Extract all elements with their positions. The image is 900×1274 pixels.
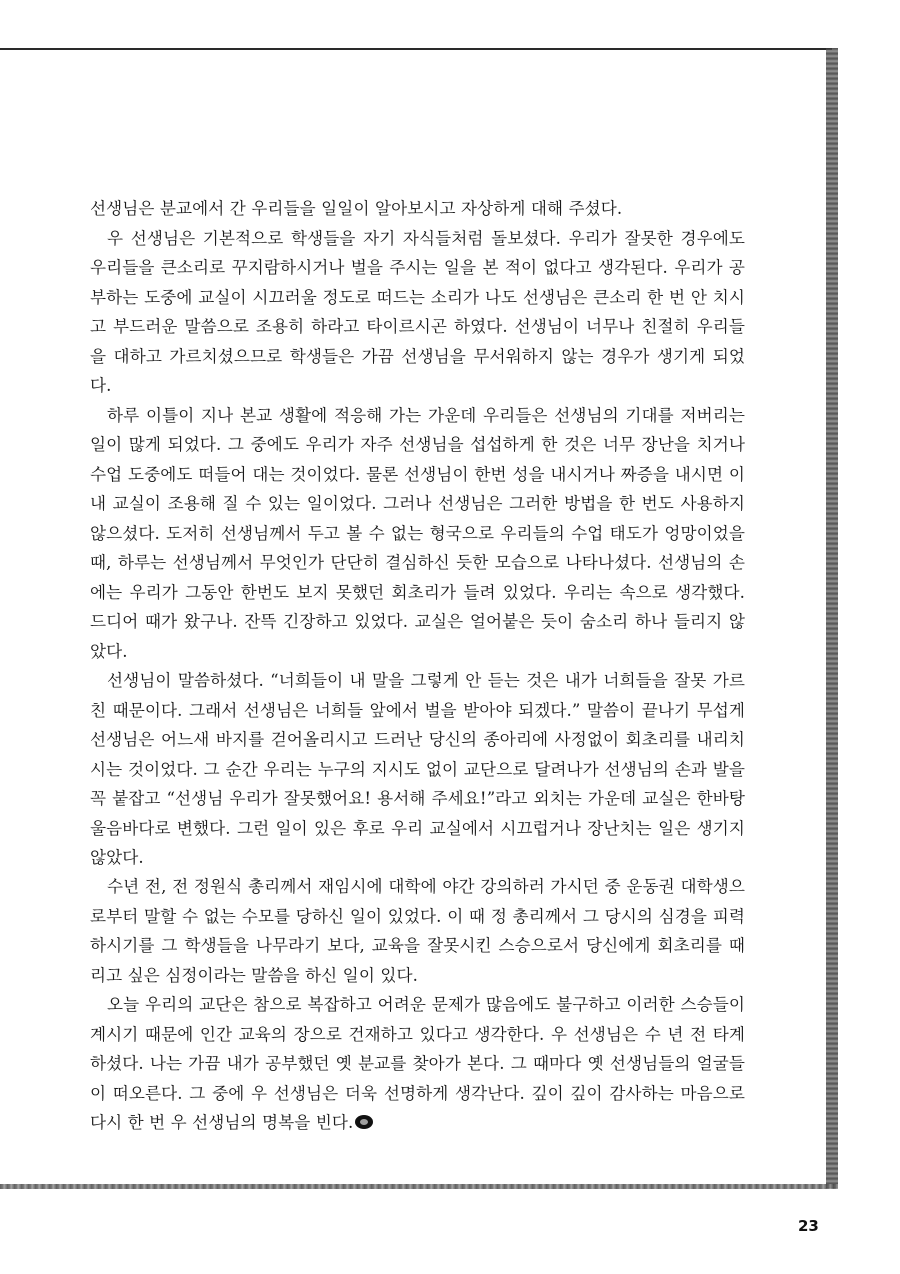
article-section-b <box>90 872 745 1138</box>
article-section-a <box>90 194 745 873</box>
paragraph-2: 우 선생님은 기본적으로 학생들을 자기 자식들처럼 돌보셨다. 우리가 잘못한 경우에도 우리들을 큰소리로 꾸지람하시거나 벌을 주시는 일을 본 적이 없다고 생각된다. 우리가 공부하는 도중에 교실이 시끄러울 정도로 떠드는 소리가 나도 선생님은 큰소리 한 번 안 치시고 부드러운 말씀으로 조용히 하라고 타이르시곤 하였다. 선생님이 너무나 친절히 우리들을 대하고 가르치셨으므로 학생들은 가끔 선생님을 무서워하지 않는 경우가 생기게 되었다. <box>90 228 745 395</box>
end-of-article-icon <box>355 1115 373 1129</box>
page-top-border <box>0 48 832 50</box>
paragraph-3: 하루 이틀이 지나 본교 생활에 적응해 가는 가운데 우리들은 선생님의 기대를 저버리는 일이 많게 되었다. 그 중에도 우리가 자주 선생님을 섭섭하게 한 것은 너무 장난을 치거나 수업 도중에도 떠들어 대는 것이었다. 물론 선생님이 한번 성을 내시거나 짜증을 내시면 이내 교실이 조용해 질 수 있는 일이었다. 그러나 선생님은 그러한 방법을 한 번도 사용하지 않으셨다. 도저히 선생님께서 두고 볼 수 없는 형국으로 우리들의 수업 태도가 엉망이었을 때, 하루는 선생님께서 무엇인가 단단히 결심하신 듯한 모습으로 나타나셨다. 선생님의 손에는 우리가 그동안 한번도 보지 못했던 회초리가 들려 있었다. 우리는 속으로 생각했다. 드디어 때가 왔구나. 잔뜩 긴장하고 있었다. 교실은 얼어붙은 듯이 숨소리 하나 들리지 않았다. <box>90 405 745 661</box>
paragraph-1: 선생님은 분교에서 간 우리들을 일일이 알아보시고 자상하게 대해 주셨다. <box>90 199 623 218</box>
page-bottom-border <box>0 1184 838 1189</box>
page-number: 23 <box>798 1217 819 1235</box>
paragraph-4: 선생님이 말씀하셨다. “너희들이 내 말을 그렇게 안 듣는 것은 내가 너희들을 잘못 가르친 때문이다. 그래서 선생님은 너희들 앞에서 벌을 받아야 되겠다.” 말씀이 끝나기 무섭게 선생님은 어느새 바지를 걷어올리시고 드러난 당신의 종아리에 사정없이 회초리를 내리치시는 것이었다. 그 순간 우리는 누구의 지시도 없이 교단으로 달려나가 선생님의 손과 발을 꼭 붙잡고 “선생님 우리가 잘못했어요! 용서해 주세요!”라고 외치는 가운데 교실은 한바탕 울음바다로 변했다. 그런 일이 있은 후로 우리 교실에서 시끄럽거나 장난치는 일은 생기지 않았다. <box>90 671 745 867</box>
paragraph-6-text: 오늘 우리의 교단은 참으로 복잡하고 어려운 문제가 많음에도 불구하고 이러한 스승들이 계시기 때문에 인간 교육의 장으로 건재하고 있다고 생각한다. 우 선생님은 수 년 전 타계하셨다. 나는 가끔 내가 공부했던 옛 분교를 찾아가 본다. 그 때마다 옛 선생님들의 얼굴들이 떠오른다. 그 중에 우 선생님은 더욱 선명하게 생각난다. 깊이 깊이 감사하는 마음으로 다시 한 번 우 선생님의 명복을 빈다. <box>90 995 745 1132</box>
page-right-border <box>826 48 838 1188</box>
paragraph-5: 수년 전, 전 정원식 총리께서 재임시에 대학에 야간 강의하러 가시던 중 운동권 대학생으로부터 말할 수 없는 수모를 당하신 일이 있었다. 이 때 정 총리께서 그 당시의 심경을 피력하시기를 그 학생들을 나무라기 보다, 교육을 잘못시킨 스승으로서 당신에게 회초리를 때리고 싶은 심정이라는 말씀을 하신 일이 있다. <box>90 877 745 985</box>
paragraph-6 <box>90 990 745 1138</box>
